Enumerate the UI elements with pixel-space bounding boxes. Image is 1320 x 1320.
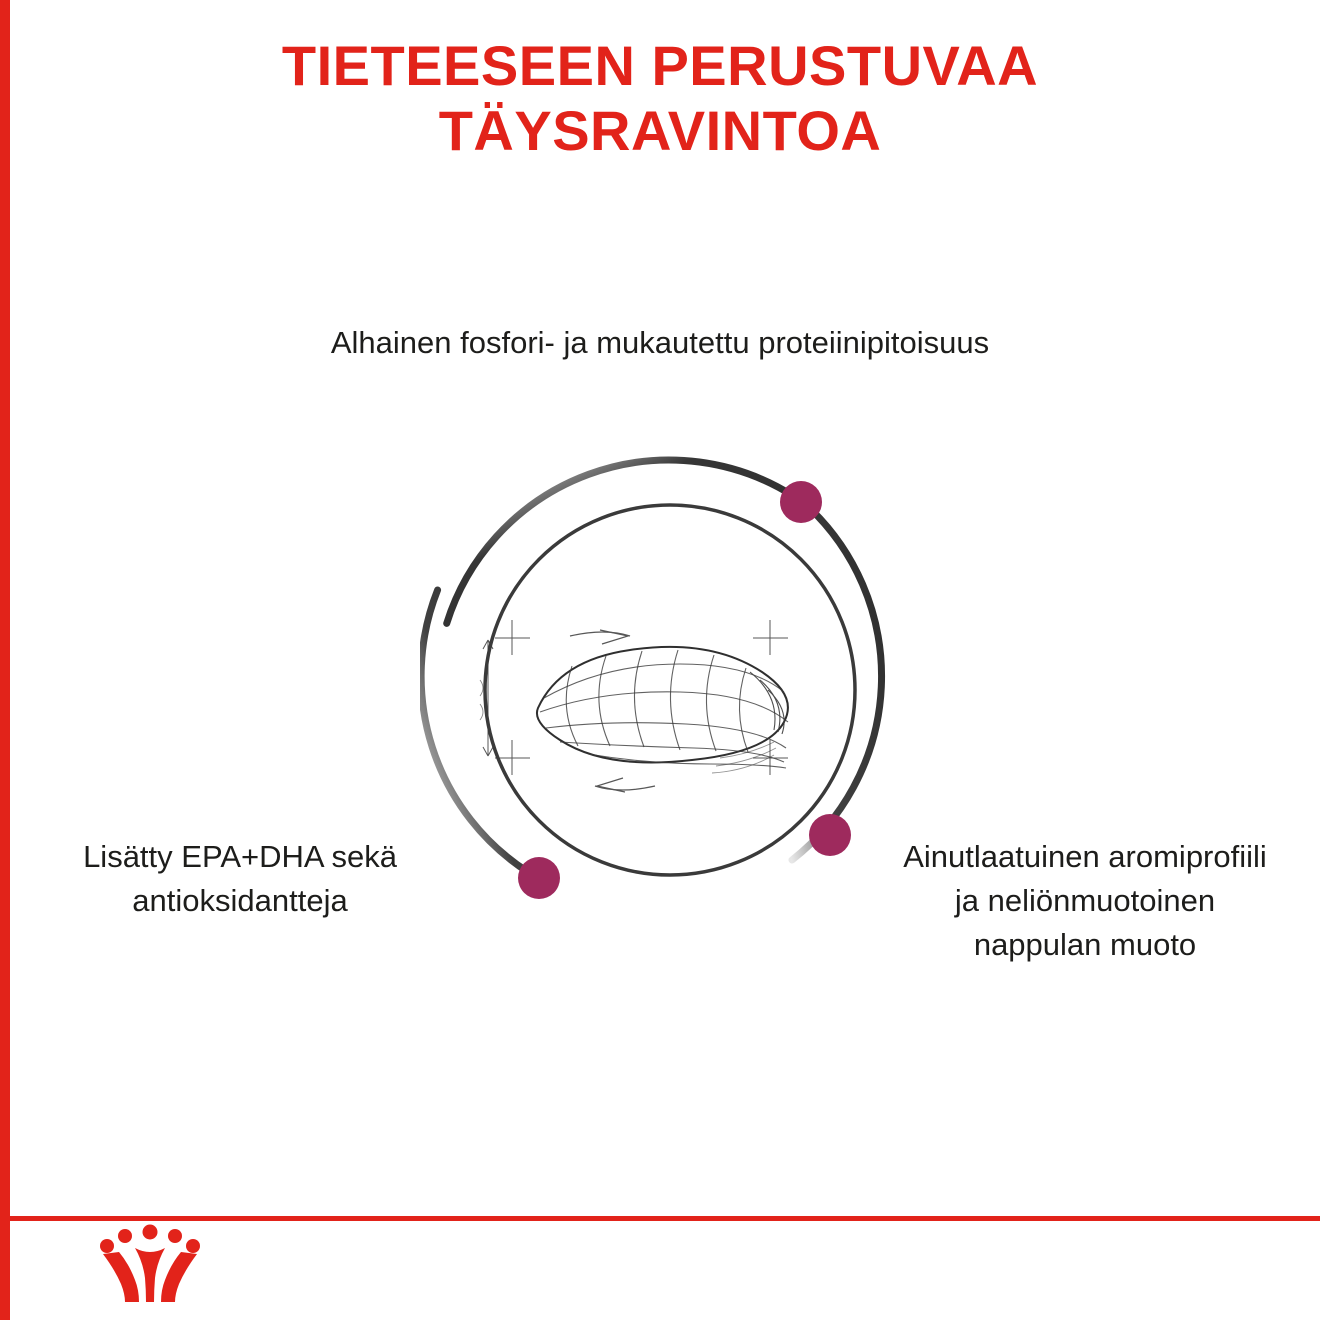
benefit-circle-diagram	[420, 440, 920, 940]
footer-left-accent	[0, 1216, 10, 1320]
kibble-technical-sketch	[480, 620, 788, 792]
node-dot-left	[518, 857, 560, 899]
page-title-line-1: TIETEESEEN PERUSTUVAA	[281, 34, 1039, 97]
callout-top-label: Alhainen fosfori- ja mukautettu proteiinipitoisuus	[330, 325, 990, 360]
callout-left-label: Lisätty EPA+DHA sekä antioksidantteja	[83, 839, 397, 919]
left-accent-bar	[0, 0, 10, 1320]
royal-canin-crown-logo	[95, 1224, 205, 1308]
callout-right-label: Ainutlaatuinen aromiprofiili ja neliönmuotoinen nappulan muoto	[903, 839, 1267, 963]
node-dot-right	[809, 814, 851, 856]
node-dot-top	[780, 481, 822, 523]
crown-icon	[100, 1225, 200, 1303]
page-title-line-2: TÄYSRAVINTOA	[438, 98, 882, 162]
footer-rule	[0, 1216, 1320, 1221]
page-title	[0, 34, 1320, 164]
inner-ring	[485, 505, 855, 875]
